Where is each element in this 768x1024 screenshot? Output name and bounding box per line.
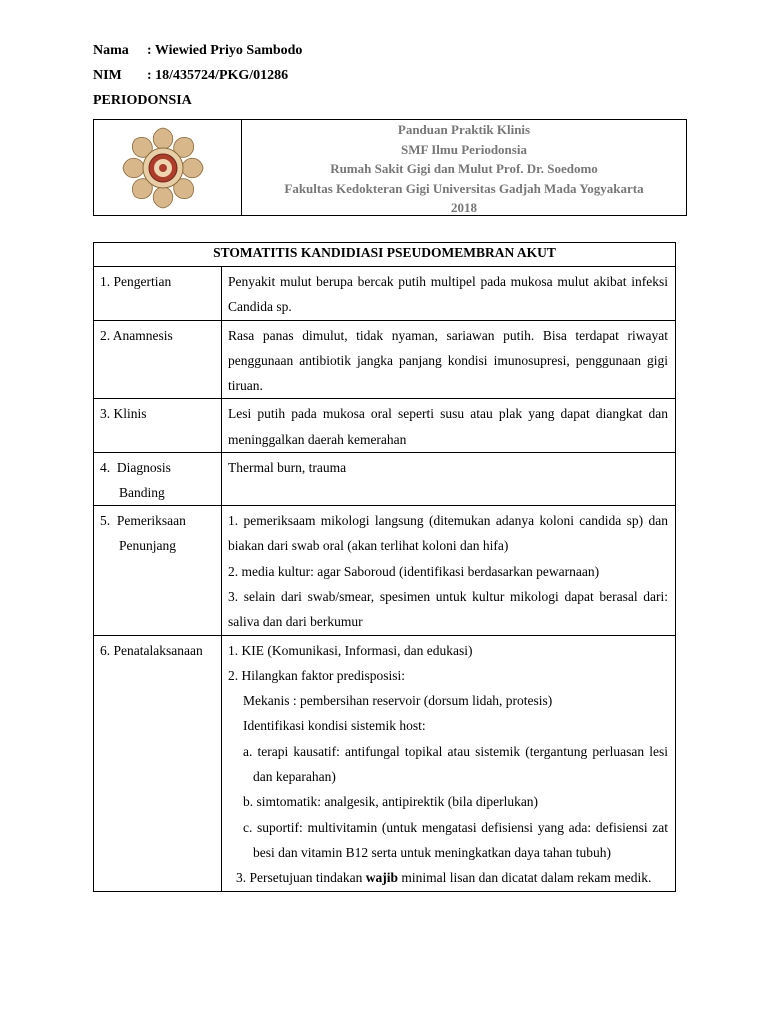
nim-label: NIM <box>93 68 122 83</box>
label-part: 4. Diagnosis <box>100 460 171 476</box>
label-part: Penunjang <box>119 538 176 554</box>
text-span: 3. Persetujuan tindakan <box>236 870 366 886</box>
university-seal-logo <box>121 126 205 210</box>
list-item: 3. selain dari swab/smear, spesimen untuk kultur mikologi dapat berasal dari: saliva dan dari berkumur <box>228 588 668 630</box>
table-row <box>94 267 676 321</box>
student-name-line <box>93 43 302 59</box>
table-title: STOMATITIS KANDIDIASI PSEUDOMEMBRAN AKUT <box>94 243 676 267</box>
table-row <box>94 635 676 891</box>
row-label-penatalaksanaan: 6. Penatalaksanaan <box>94 635 222 891</box>
bold-text: wajib <box>365 870 398 886</box>
list-item: 2. Hilangkan faktor predisposisi: <box>228 667 405 683</box>
row-label-diagnosis-banding <box>94 453 222 506</box>
table-row <box>94 453 676 506</box>
list-item: 1. pemeriksaam mikologi langsung (ditemukan adanya koloni candida sp) dan biakan dari swab oral (akan terlihat koloni dan hifa) <box>228 513 668 554</box>
row-label-pemeriksaan <box>94 506 222 635</box>
header-text <box>242 120 686 215</box>
row-label-pengertian: 1. Pengertian <box>94 267 222 321</box>
list-item: b. simtomatik: analgesik, antipirektik (bila diperlukan) <box>243 794 539 810</box>
header-line-faculty: Fakultas Kedokteran Gigi Universitas Gadjah Mada Yogyakarta <box>284 180 644 196</box>
list-item <box>228 865 668 890</box>
row-text-penatalaksanaan <box>222 635 676 891</box>
label-part: 5. Pemeriksaan <box>100 513 186 529</box>
name-value: : Wiewied Priyo Sambodo <box>147 43 303 58</box>
list-item: c. suportif: multivitamin (untuk mengatasi defisiensi yang ada: defisiensi zat besi dan vitamin B12 serta untuk meningkatkan daya tahan tubuh) <box>243 819 668 860</box>
list-item: Identifikasi kondisi sistemik host: <box>243 718 426 734</box>
list-item: 1. KIE (Komunikasi, Informasi, dan edukasi) <box>228 642 473 658</box>
table-title-row <box>94 243 676 267</box>
student-nim-line <box>93 68 288 84</box>
table-row <box>94 320 676 399</box>
nim-value: : 18/435724/PKG/01286 <box>147 68 289 83</box>
row-label-anamnesis: 2. Anamnesis <box>94 320 222 399</box>
row-label-klinis: 3. Klinis <box>94 399 222 453</box>
row-text-klinis: Lesi putih pada mukosa oral seperti susu atau plak yang dapat diangkat dan meninggalkan daerah kemerahan <box>222 399 676 453</box>
name-label: Nama <box>93 43 129 58</box>
header-line-smf: SMF Ilmu Periodonsia <box>401 141 527 157</box>
department-title: PERIODONSIA <box>93 93 192 108</box>
header-line-guide: Panduan Praktik Klinis <box>397 122 531 137</box>
header-line-hospital: Rumah Sakit Gigi dan Mulut Prof. Dr. Soedomo <box>330 161 598 176</box>
row-text-anamnesis: Rasa panas dimulut, tidak nyaman, sariawan putih. Bisa terdapat riwayat penggunaan antibiotik jangka panjang kondisi imunosupresi, penggunaan gigi tiruan. <box>222 320 676 399</box>
table-row <box>94 399 676 453</box>
list-item: 2. media kultur: agar Saboroud (identifikasi berdasarkan pewarnaan) <box>228 563 600 579</box>
clinical-guide-table <box>93 242 676 892</box>
row-text-pengertian: Penyakit mulut berupa bercak putih multipel pada mukosa mulut akibat infeksi Candida sp. <box>222 267 676 321</box>
header-line-year: 2018 <box>451 200 477 215</box>
label-part: Banding <box>119 485 165 501</box>
list-item: a. terapi kausatif: antifungal topikal atau sistemik (tergantung perluasan lesi dan keparahan) <box>243 743 668 785</box>
logo-cell <box>94 120 242 215</box>
row-text-pemeriksaan <box>222 506 676 635</box>
document-header <box>93 119 687 216</box>
list-item: Mekanis : pembersihan reservoir (dorsum lidah, protesis) <box>243 693 553 709</box>
row-text-diagnosis-banding: Thermal burn, trauma <box>222 453 676 506</box>
text-span: minimal lisan dan dicatat dalam rekam medik. <box>398 870 652 886</box>
table-row <box>94 506 676 635</box>
